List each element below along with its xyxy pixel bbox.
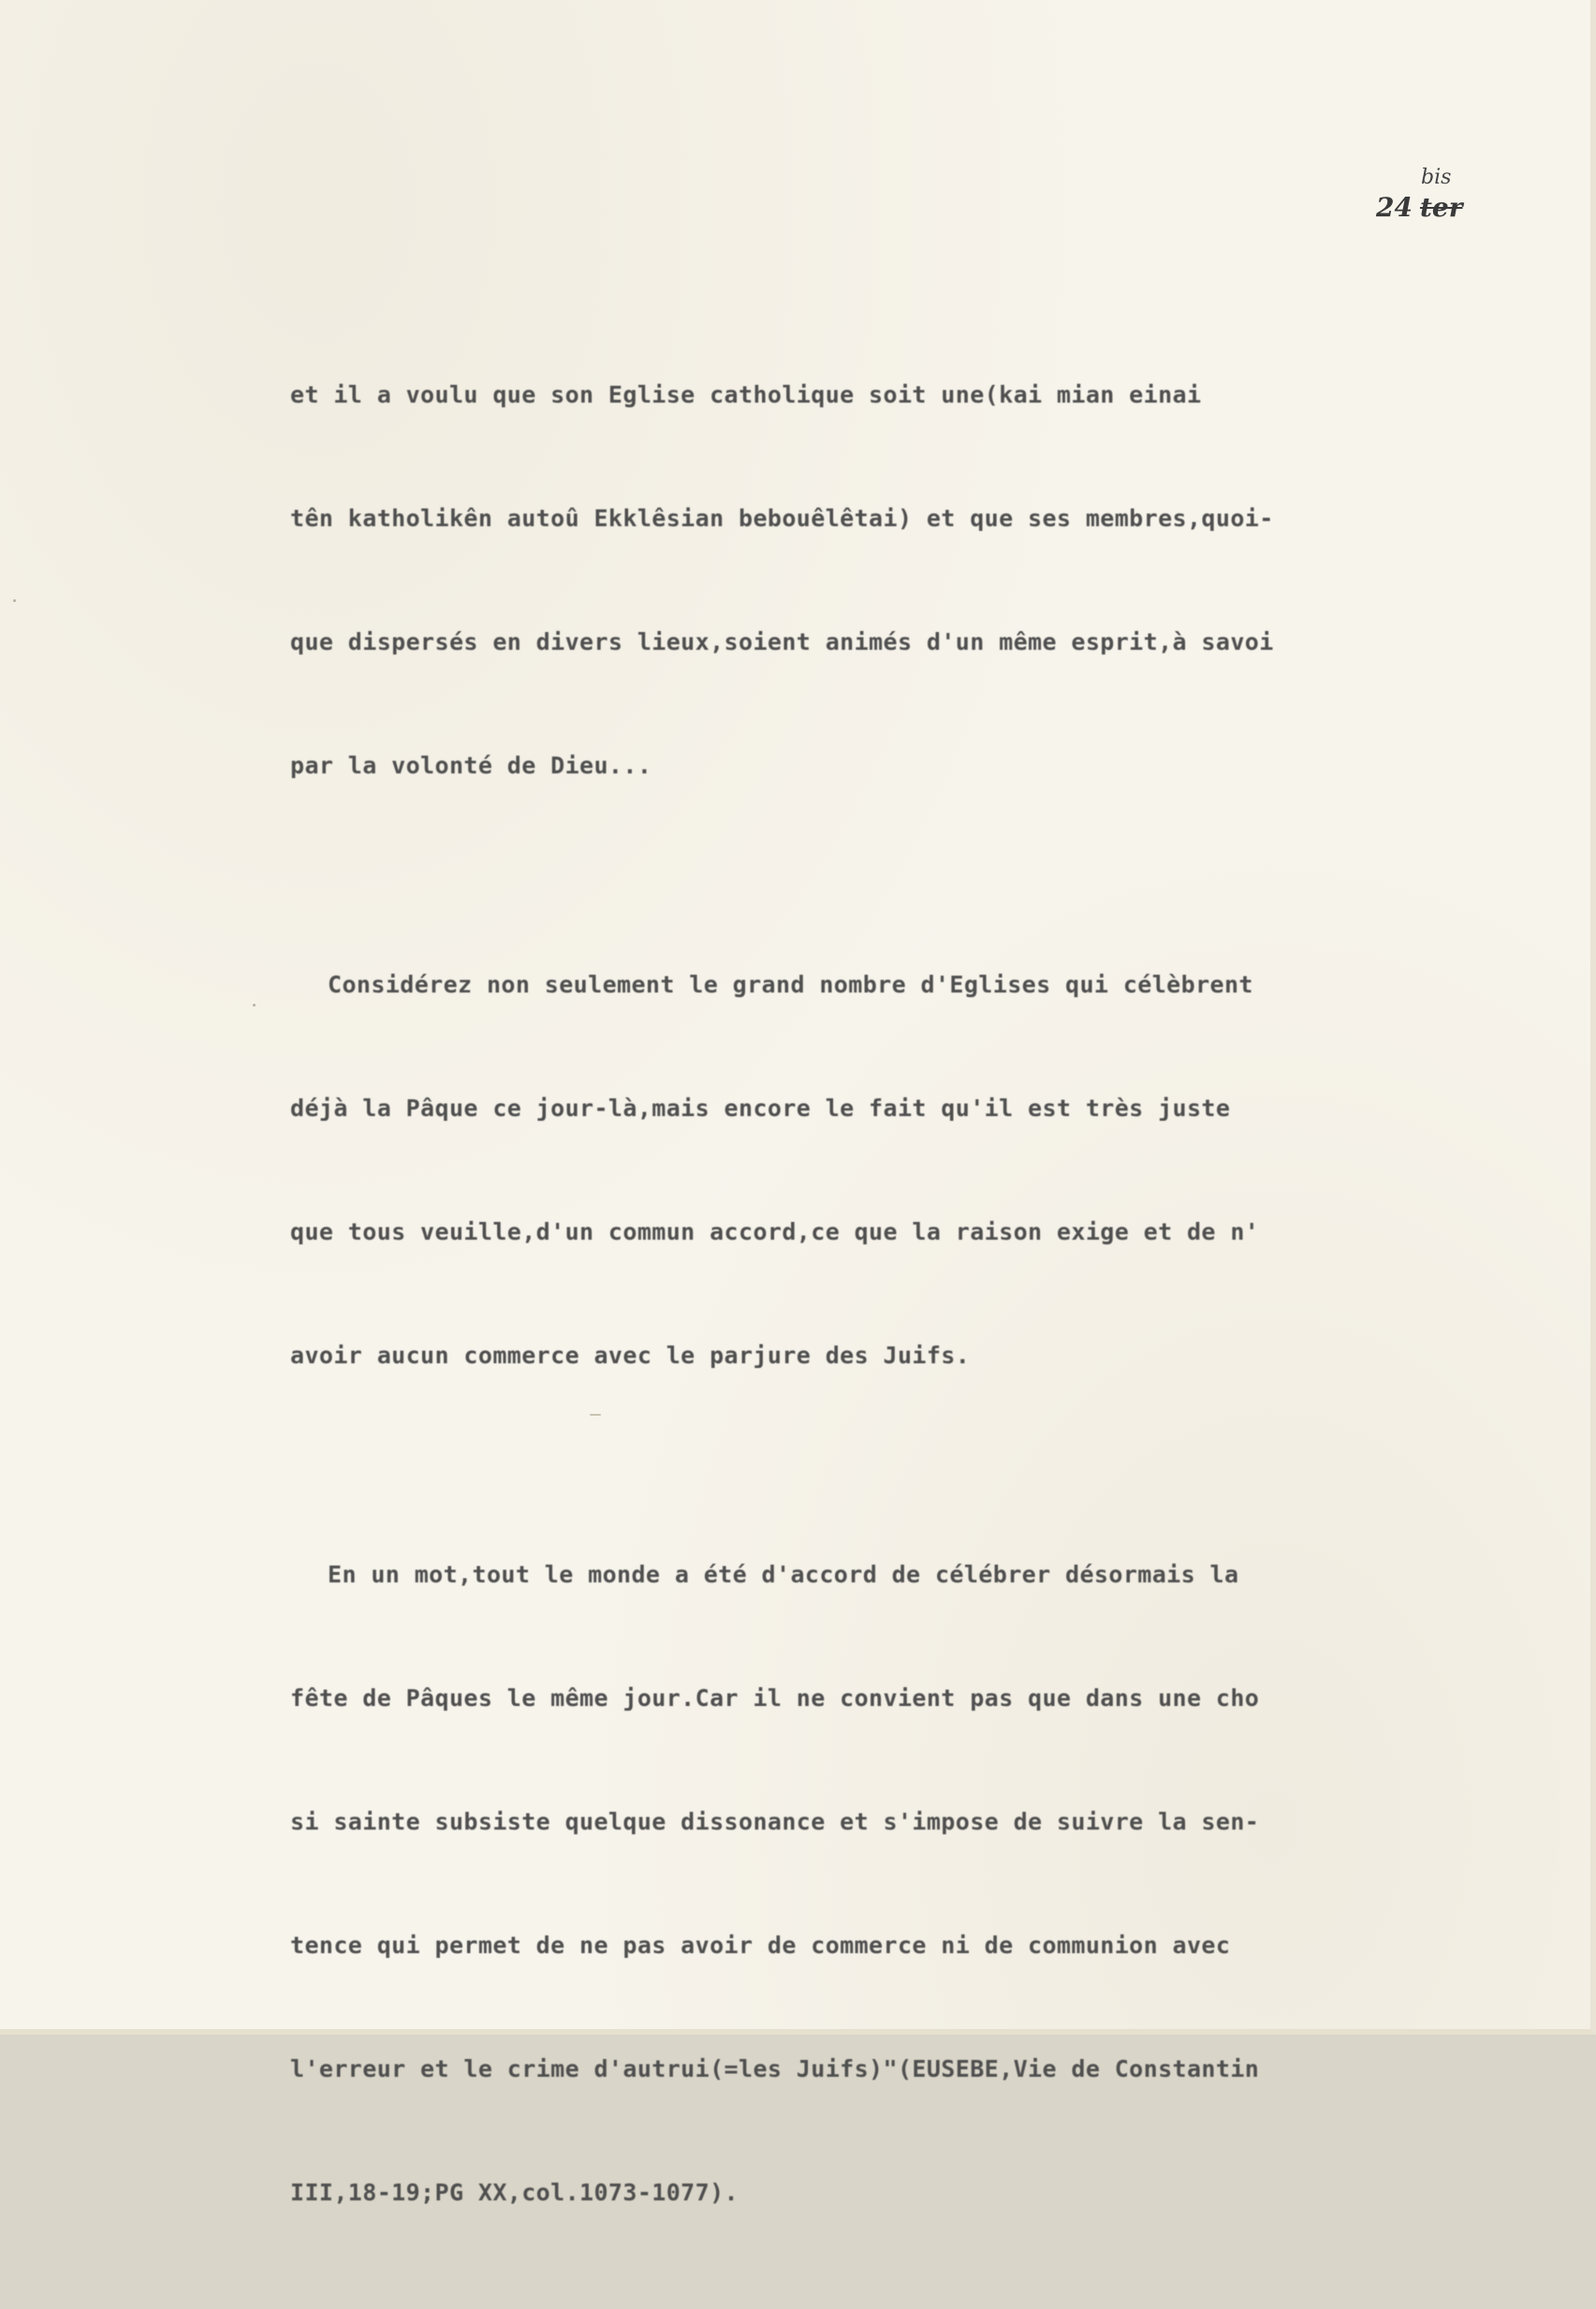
paragraph-1 <box>290 292 1526 869</box>
typed-text-body <box>290 292 1526 2309</box>
page-number <box>1376 166 1463 223</box>
text-line: déjà la Pâque ce jour-là,mais encore le fait qu'il est très juste <box>290 1095 1231 1122</box>
text-line: Considérez non seulement le grand nombre d'Eglises qui célèbrent <box>328 971 1253 998</box>
text-line: que dispersés en divers lieux,soient animés d'un même esprit,à savoi <box>290 628 1274 655</box>
paragraph-3 <box>290 1472 1526 2296</box>
paper-speck <box>253 1004 256 1007</box>
text-line: par la volonté de Dieu... <box>290 752 652 779</box>
page-number-annotation: bis <box>1421 166 1452 189</box>
text-line: fête de Pâques le même jour.Car il ne convient pas que dans une cho <box>290 1684 1260 1712</box>
paragraph-2 <box>290 882 1526 1459</box>
page-number-value: 24 <box>1376 192 1413 223</box>
text-line: l'erreur et le crime d'autrui(=les Juifs)"(EUSEBE,Vie de Constantin <box>290 2055 1260 2082</box>
text-line: et il a voulu que son Eglise catholique soit une(kai mian einai <box>290 381 1202 408</box>
text-line: que tous veuille,d'un commun accord,ce que la raison exige et de n' <box>290 1218 1260 1245</box>
page-number-struck: ter <box>1419 192 1463 223</box>
text-line: tence qui permet de ne pas avoir de commerce ni de communion avec <box>290 1932 1231 1959</box>
text-line: si sainte subsiste quelque dissonance et s'impose de suivre la sen- <box>290 1808 1260 1835</box>
text-line: En un mot,tout le monde a été d'accord de célébrer désormais la <box>328 1561 1239 1588</box>
text-line: tên katholikên autoû Ekklêsian bebouêlêtai) et que ses membres,quoi- <box>290 505 1274 532</box>
text-line: III,18-19;PG XX,col.1073-1077). <box>290 2179 739 2206</box>
paper-speck <box>590 1414 601 1416</box>
text-line: avoir aucun commerce avec le parjure des Juifs. <box>290 1342 971 1369</box>
paper-speck <box>13 599 16 602</box>
